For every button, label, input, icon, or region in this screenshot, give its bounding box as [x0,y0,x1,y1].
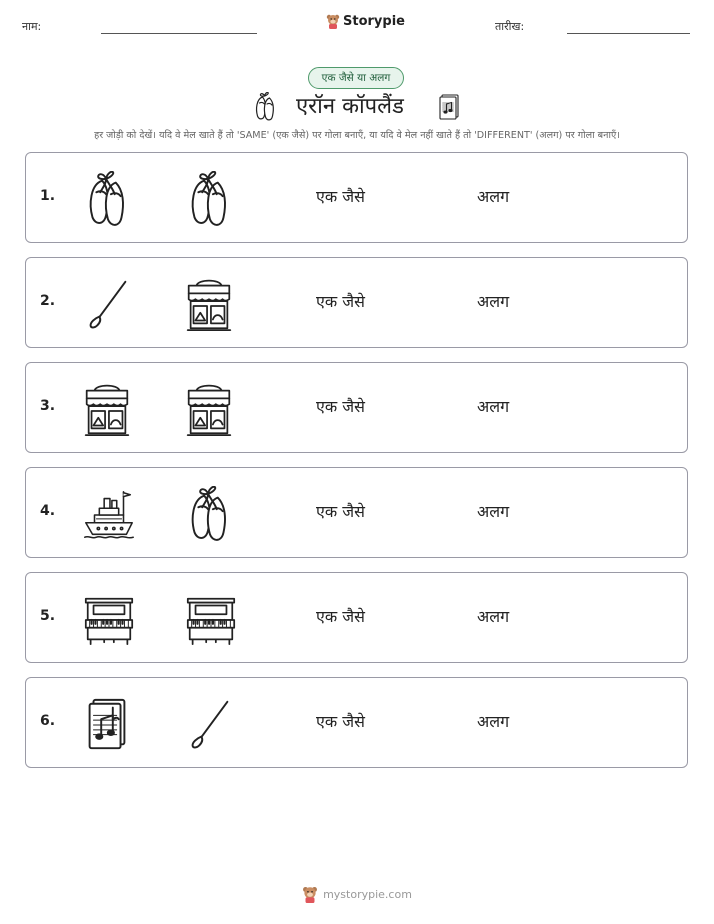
sheet-music-icon [82,696,132,758]
storefront-icon [184,381,234,443]
bear-mascot-icon [326,13,340,29]
exercise-card [25,467,688,558]
ballet-shoes-icon [252,92,278,122]
row-number: 2. [40,293,56,309]
exercise-card [25,572,688,663]
ballet-shoes-icon [184,171,234,233]
row-number: 6. [40,713,56,729]
different-option[interactable]: अलग [477,292,510,311]
brand-name: Storypie [343,13,405,29]
row-number: 5. [40,608,56,624]
same-option[interactable]: एक जैसे [316,292,365,311]
different-option[interactable]: अलग [477,502,510,521]
different-option[interactable]: अलग [477,187,510,206]
instructions-text: हर जोड़ी को देखें। यदि वे मेल खाते हैं तो 'SAME' (एक जैसे) पर गोला बनाएँ, या यदि वे मेल नहीं खाते हैं तो 'DIFFERENT' (अलग) पर गोला बनाएँ। [94,130,620,141]
exercise-card [25,362,688,453]
name-label: नाम: [22,20,42,33]
storefront-icon [82,381,132,443]
exercise-card [25,152,688,243]
piano-icon [184,591,238,653]
different-option[interactable]: अलग [477,607,510,626]
same-option[interactable]: एक जैसे [316,502,365,521]
baton-icon [82,276,132,338]
footer [0,885,714,903]
date-field[interactable] [567,33,690,34]
different-option[interactable]: अलग [477,712,510,731]
same-option[interactable]: एक जैसे [316,397,365,416]
row-number: 4. [40,503,56,519]
baton-icon [184,696,234,758]
different-option[interactable]: अलग [477,397,510,416]
exercise-card [25,677,688,768]
ballet-shoes-icon [82,171,132,233]
same-option[interactable]: एक जैसे [316,187,365,206]
worksheet-type-badge: एक जैसे या अलग [308,67,404,89]
same-option[interactable]: एक जैसे [316,712,365,731]
row-number: 3. [40,398,56,414]
sheet-music-icon [436,92,462,122]
worksheet-title: एरॉन कॉपलैंड [296,94,404,119]
row-number: 1. [40,188,56,204]
exercise-card [25,257,688,348]
storefront-icon [184,276,234,338]
storypie-logo [326,13,405,29]
date-label: तारीख: [495,20,525,33]
bear-mascot-icon [302,885,318,903]
footer-url[interactable]: mystorypie.com [323,887,412,901]
piano-icon [82,591,136,653]
name-field[interactable] [101,33,257,34]
ballet-shoes-icon [184,486,234,548]
same-option[interactable]: एक जैसे [316,607,365,626]
steamship-icon [82,486,136,548]
